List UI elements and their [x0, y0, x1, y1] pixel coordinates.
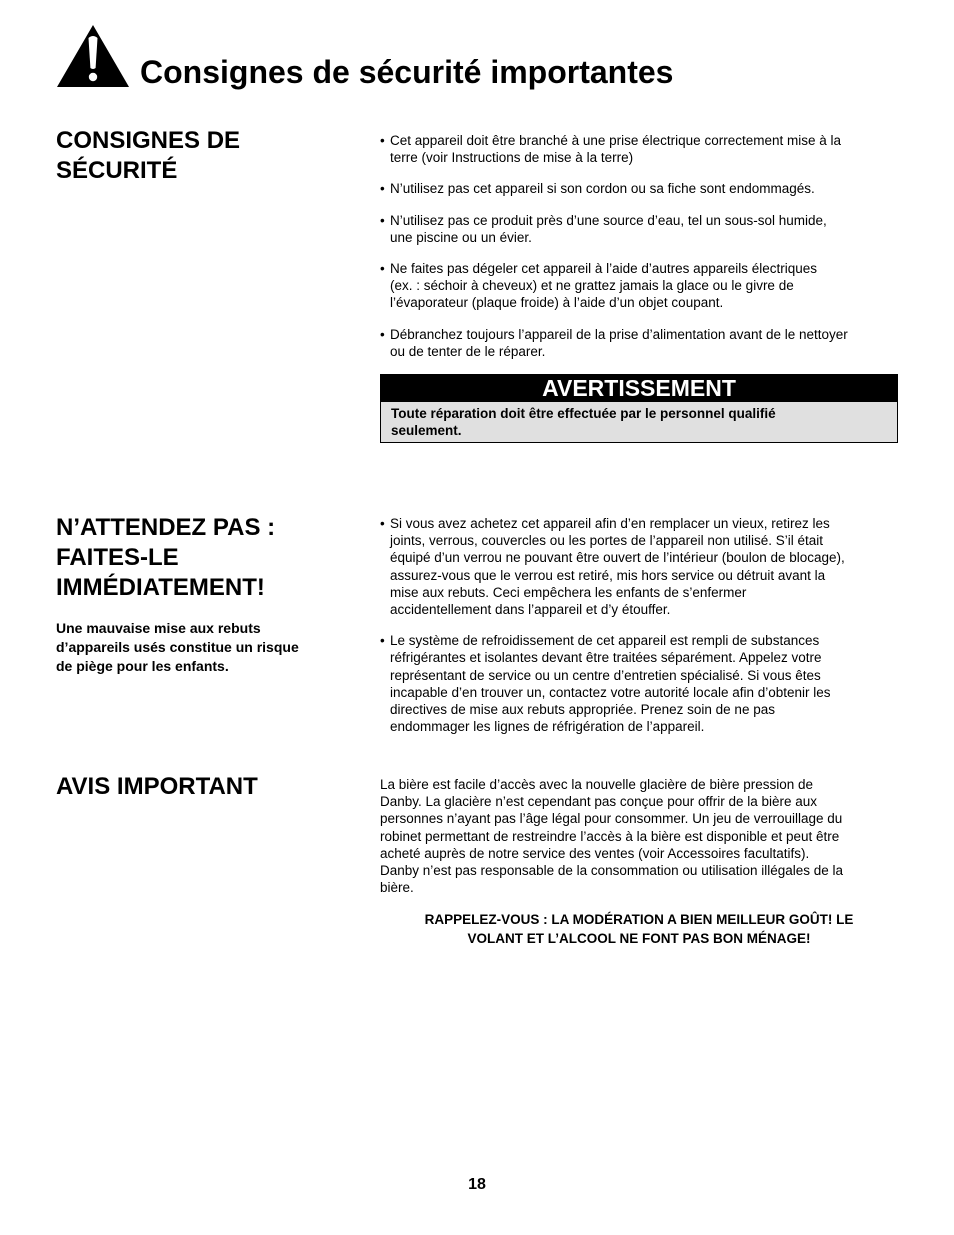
list-item: • Ne faites pas dégeler cet appareil à l’aide d’autres appareils électriques (ex. : séchoir à cheveux) et ne grattez jamais la glace ou le givre de l’évaporateur (plaque froide) à l’aide d’un objet coupant. — [380, 260, 898, 312]
disposal-subtext: Une mauvaise mise aux rebuts d’appareils usés constitue un risque de piège pour les enfants. — [56, 620, 299, 674]
safety-bullet-list — [380, 132, 898, 360]
safety-heading: CONSIGNES DE SÉCURITÉ — [56, 127, 241, 184]
list-item: • Le système de refroidissement de cet appareil est rempli de substances réfrigérantes et isolantes devant être traitées séparément. Appelez votre représentant de service ou un centre d’entretien spécialisé. Si vous êtes incapable d’en trouver un, contactez votre autorité locale afin d’obtenir les directives de mise aux rebuts appropriée. Prenez soin de ne pas endommager les lignes de réfrigération de l’appareil. — [380, 632, 898, 735]
notice-paragraph: La bière est facile d’accès avec la nouvelle glacière de bière pression de Danby. La glacière n’est cependant pas conçue pour offrir de la bière aux personnes n’ayant pas l’âge légal pour consommer. Un jeu de verrouillage du robinet permettant de restreindre l’accès à la bière est disponible et peut être acheté auprès de notre service des ventes (voir Accessoires facultatifs). Danby n’est pas responsable de la consommation ou utilisation illégales de la bière. — [380, 777, 844, 896]
warning-triangle-icon — [56, 24, 130, 88]
list-item: • N’utilisez pas ce produit près d’une source d’eau, tel un sous-sol humide, une piscine ou un évier. — [380, 212, 898, 246]
notice-heading-block — [56, 772, 346, 802]
page-header — [56, 24, 906, 94]
notice-content — [380, 776, 898, 948]
moderation-reminder: RAPPELEZ-VOUS : LA MODÉRATION A BIEN MEILLEUR GOÛT! LE VOLANT ET L’ALCOOL NE FONT PAS BON MÉNAGE! — [424, 912, 854, 947]
page-number: 18 — [468, 1176, 486, 1193]
list-item: • Si vous avez achetez cet appareil afin d’en remplacer un vieux, retirez les joints, verrous, couvercles ou les portes de l’appareil non utilisé. S’il était équipé d’un verrou ne pouvant être ouvert de l’intérieur (boulon de blocage), assurez-vous que le verrou est retiré, mis hors service ou détruit avant la mise aux rebuts. Ceci empêchera les enfants de s’enfermer accidentellement dans l’appareil et d’y étouffer. — [380, 515, 898, 618]
safety-content — [380, 132, 898, 443]
disposal-heading-block — [56, 513, 346, 676]
warning-title: AVERTISSEMENT — [381, 375, 897, 402]
warning-box — [380, 374, 898, 443]
disposal-content — [380, 515, 898, 749]
safety-heading-block — [56, 126, 346, 186]
notice-heading: AVIS IMPORTANT — [56, 773, 258, 800]
disposal-heading: N’ATTENDEZ PAS : FAITES-LE IMMÉDIATEMENT! — [56, 514, 276, 601]
list-item: • Cet appareil doit être branché à une prise électrique correctement mise à la terre (voir Instructions de mise à la terre) — [380, 132, 898, 166]
warning-text: Toute réparation doit être effectuée par le personnel qualifié seulement. — [391, 406, 776, 439]
list-item: • Débranchez toujours l’appareil de la prise d’alimentation avant de le nettoyer ou de tenter de le réparer. — [380, 326, 898, 360]
disposal-bullet-list — [380, 515, 898, 735]
page-title: Consignes de sécurité importantes — [140, 54, 674, 90]
list-item: • N’utilisez pas cet appareil si son cordon ou sa fiche sont endommagés. — [380, 180, 898, 197]
